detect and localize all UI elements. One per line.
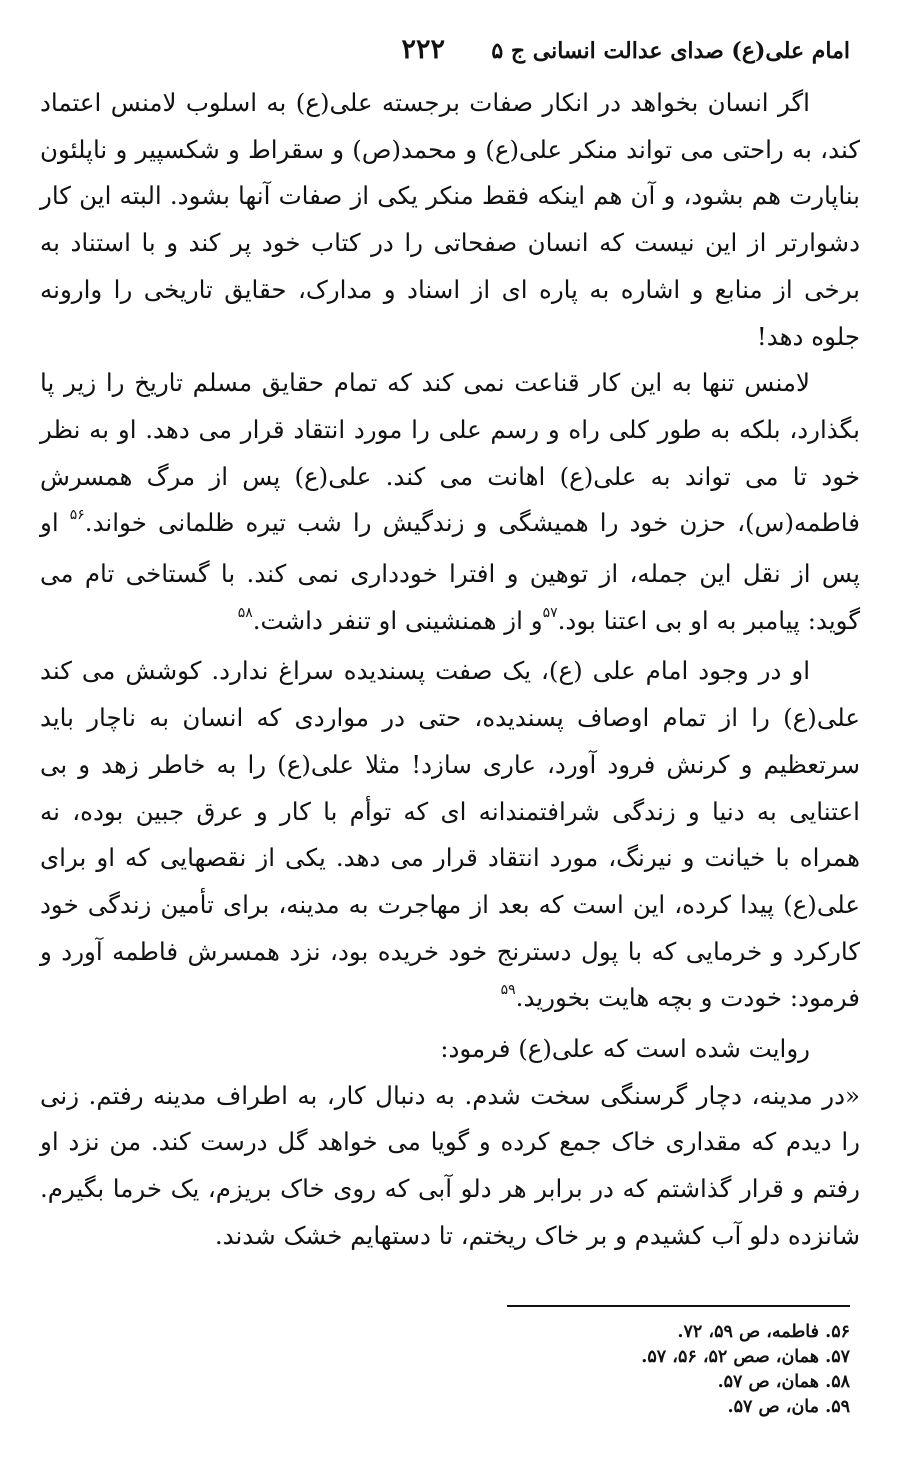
- paragraph-3-text: او در وجود امام علی (ع)، یک صفت پسندیده سراغ ندارد. کوشش می کند علی(ع) را از تمام اوصاف پسندیده، حتی در مواردی که انسان به ناچار باید سرتعظیم و کرنش فرود آورد، عاری سازد! مثلا علی(ع) را به خاطر زهد و بی اعتنایی به دنیا و زندگی شرافتمندانه ای که توأم با کار و عرق جبین بوده، نه همراه با خیانت و نیرنگ، مورد انتقاد قرار می دهد. یکی از نقصهایی که او برای علی(ع) پیدا کرده، این است که بعد از مهاجرت به مدینه، برای تأمین زندگی خود کارکرد و خرمایی که با پول دسترنج خود خریده بود، نزد همسرش فاطمه آورد و فرمود: خودت و بچه هایت بخورید.: [40, 656, 860, 1013]
- paragraph-4: روایت شده است که علی(ع) فرمود:: [440, 1034, 810, 1064]
- main-text: [40, 80, 860, 1260]
- page-header: [40, 34, 860, 78]
- footnote-separator: [507, 1305, 850, 1307]
- footnote-ref-58[interactable]: ۵۸: [237, 604, 253, 621]
- footnote-ref-57[interactable]: ۵۷: [542, 604, 558, 621]
- page-number: ۲۲۲: [401, 34, 445, 65]
- footnote-ref-59[interactable]: ۵۹: [500, 982, 516, 999]
- paragraph-1: اگر انسان بخواهد در انکار صفات برجسته علی(ع) به اسلوب لامنس اعتماد کند، به راحتی می تواند منکر علی(ع) و محمد(ص) و سقراط و شکسپیر و ناپلئون بناپارت هم بشود، و آن هم اینکه فقط منکر یکی از صفات آنها بشود. البته این کار دشوارتر از این نیست که انسان صفحاتی را در کتاب خود پر کند و با استناد به برخی از منابع و اشاره به پاره ای از اسناد و مدارک، حقایق تاریخی را وارونه جلوه دهد!: [40, 88, 860, 351]
- paragraph-2-text-c: و از همنشینی او تنفر داشت.: [252, 605, 543, 635]
- paragraph-2: [40, 360, 860, 648]
- paragraph-2-text-b: او پس از نقل این جمله، از توهین و افترا خودداری نمی کند. با گستاخی تام می گوید: پیامبر به او بی اعتنا بود.: [40, 508, 860, 635]
- running-title: امام علی(ع) صدای عدالت انسانی ج ۵: [491, 38, 850, 64]
- quotation-paragraph: «در مدینه، دچار گرسنگی سخت شدم. به دنبال کار، به اطراف مدینه رفتم. زنی را دیدم که مقداری خاک جمع کرده و گویا می خواهد گل درست کند. من نزد او رفتم و قرار گذاشتم که در برابر هر دلو آبی که روی خاک بریزم، یک خرما بگیرم. شانزده دلو آب کشیدم و بر خاک ریختم، تا دستهایم خشک شدند.: [40, 1080, 860, 1250]
- paragraph-3: [40, 648, 860, 1026]
- paragraph-2-text-a: لامنس تنها به این کار قناعت نمی کند که تمام حقایق مسلم تاریخ را زیر پا بگذارد، بلکه به طور کلی راه و رسم علی را مورد انتقاد قرار می دهد. او به نظر خود تا می تواند به علی(ع) اهانت می کند. علی(ع) پس از مرگ همسرش فاطمه(س)، حزن خود را همیشگی و زندگیش را شب تیره ظلمانی خواند.: [40, 368, 860, 538]
- footnote-56: ۵۶. فاطمه، ص ۵۹، ۷۲.: [677, 1322, 850, 1342]
- footnote-58: ۵۸. همان، ص ۵۷.: [717, 1372, 850, 1392]
- footnote-57: ۵۷. همان، صص ۵۲، ۵۶، ۵۷.: [641, 1347, 850, 1367]
- footnote-ref-56[interactable]: ۵۶: [69, 507, 85, 524]
- footnote-59: ۵۹. مان، ص ۵۷.: [727, 1397, 850, 1417]
- footnotes: [430, 1320, 850, 1420]
